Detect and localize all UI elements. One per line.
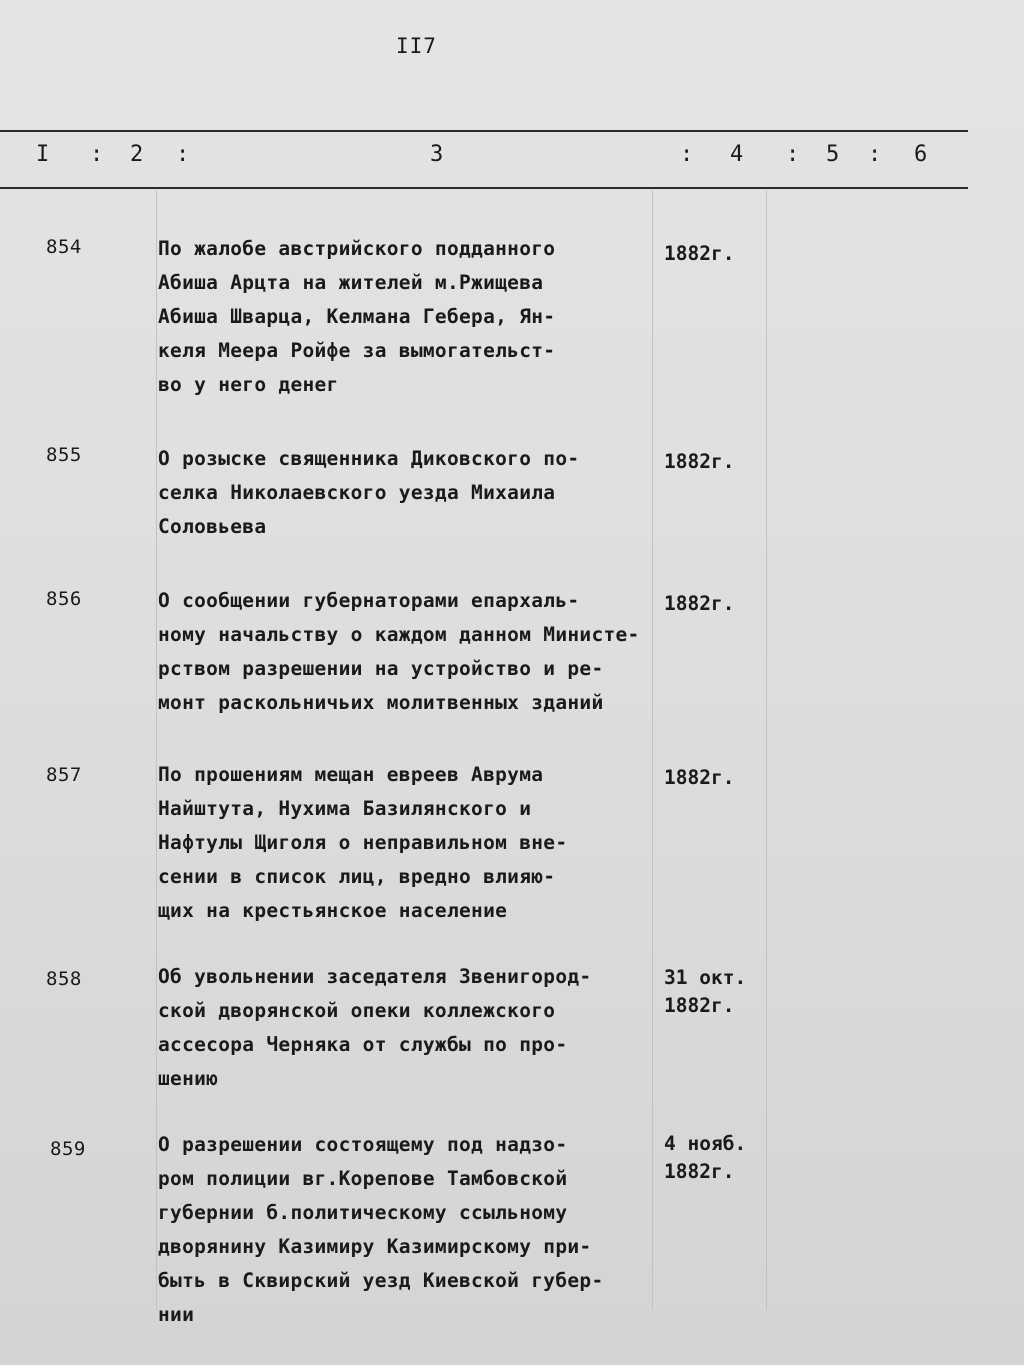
column-header: : (680, 142, 694, 167)
column-header: 5 (826, 142, 840, 167)
entry-description: Об увольнении заседателя Звенигород- ской дворянской опеки коллежского ассесора Черняка от службы по про- шению (158, 965, 592, 1090)
entry-number: 857 (46, 764, 82, 786)
entry-description: О розыске священника Диковского по- селка Николаевского уезда Михаила Соловьева (158, 447, 580, 538)
column-header: : (176, 142, 190, 167)
header-top-rule (0, 130, 968, 132)
column-divider (156, 190, 157, 1310)
entry-description: О сообщении губернаторами епархаль- ному начальству о каждом данном Министе- рством разрешении на устройство и ре- монт раскольничьих молитвенных зданий (158, 589, 640, 714)
entry-number: 859 (50, 1138, 86, 1160)
entry-number: 858 (46, 968, 82, 990)
entry-date: 31 окт. 1882г. (664, 966, 747, 1017)
column-header: I (36, 142, 50, 167)
entry-date: 4 нояб. 1882г. (664, 1132, 747, 1183)
entry-date: 1882г. (664, 766, 735, 789)
entry-description: О разрешении состоящему под надзо- ром полиции вг.Корепове Тамбовской губернии б.политическому ссыльному дворянину Казимиру Казимирскому при- быть в Сквирский уезд Киевской губер- нии (158, 1133, 604, 1326)
entry-date: 1882г. (664, 592, 735, 615)
entry-description: По прошениям мещан евреев Аврума Найштута, Нухима Базилянского и Нафтулы Щиголя о неправильном вне- сении в список лиц, вредно влияю- щих на крестьянское население (158, 763, 568, 922)
header-bottom-rule (0, 187, 968, 189)
page-number: II7 (396, 34, 437, 58)
entry-date: 1882г. (664, 242, 735, 265)
column-header: 6 (914, 142, 928, 167)
column-header: : (90, 142, 104, 167)
column-header: 2 (130, 142, 144, 167)
column-header: 3 (430, 142, 444, 167)
entry-description: По жалобе австрийского подданного Абиша Арцта на жителей м.Ржищева Абиша Шварца, Келмана Гебера, Ян- келя Меера Ройфе за вымогательст- во у него денег (158, 237, 556, 396)
column-header: : (868, 142, 882, 167)
entry-number: 855 (46, 444, 82, 466)
column-header: 4 (730, 142, 744, 167)
entry-number: 854 (46, 236, 82, 258)
entry-number: 856 (46, 588, 82, 610)
column-header: : (786, 142, 800, 167)
entry-date: 1882г. (664, 450, 735, 473)
